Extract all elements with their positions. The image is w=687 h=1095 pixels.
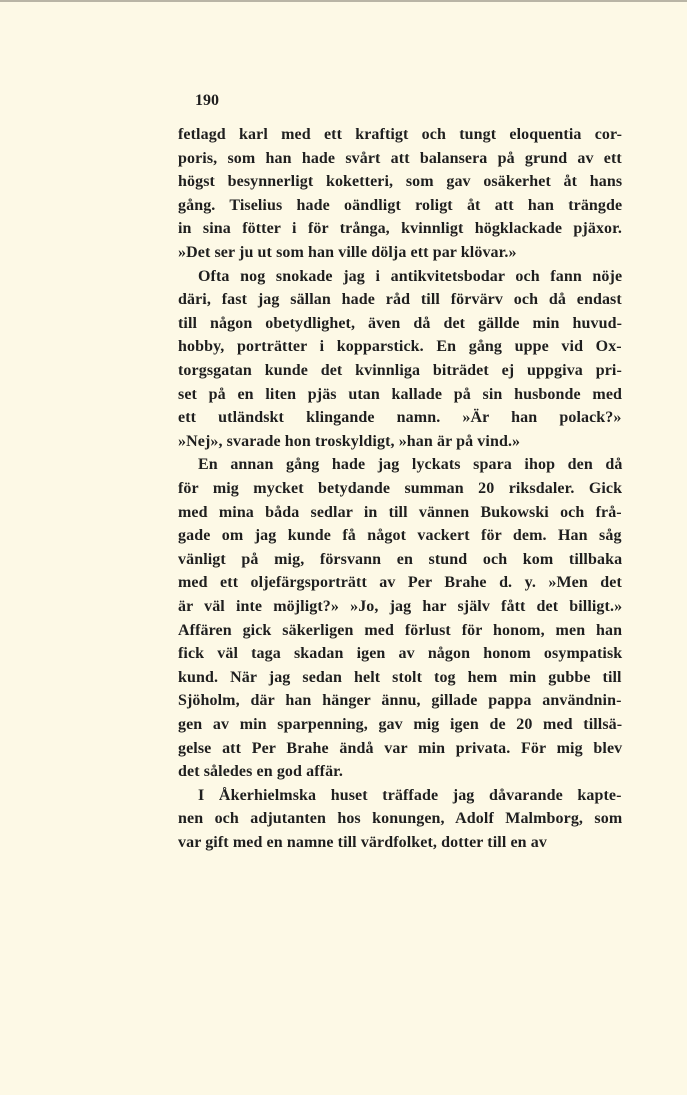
text-line: ett utländskt klingande namn. »Är han polack?»: [178, 409, 622, 427]
text-line: Ofta nog snokade jag i antikvitetsbodar och fann nöje: [198, 267, 623, 285]
text-line: det således en god affär.: [178, 763, 344, 781]
text-line: torgsgatan kunde det kvinnliga biträdet ej uppgiva pri-: [178, 362, 622, 379]
text-line: hobby, porträtter i kopparstick. En gång uppe vid Ox-: [178, 338, 622, 356]
text-line: »Det ser ju ut som han ville dölja ett par klövar.»: [178, 244, 517, 261]
text-line: fick väl taga skadan igen av någon honom osympatisk: [178, 645, 623, 663]
text-line: däri, fast jag sällan hade råd till förvärv och då endast: [178, 291, 622, 309]
text-line: var gift med en namne till värdfolket, dotter till en av: [178, 834, 547, 851]
text-line: nen och adjutanten hos konungen, Adolf Malmborg, som: [178, 810, 623, 828]
text-line: högst besynnerligt koketteri, som gav osäkerhet åt hans: [178, 173, 623, 191]
text-line: gelse att Per Brahe ändå var min privata. För mig blev: [178, 739, 623, 757]
text-line: set på en liten pjäs utan kallade på sin husbonde med: [178, 385, 623, 403]
text-line: gade om jag kunde få något vackert för dem. Han såg: [178, 527, 622, 545]
text-line: gen av min sparpenning, gav mig igen de 20 med tillsä-: [178, 716, 623, 733]
text-line: Sjöholm, där han hänger ännu, gillade pappa användnin-: [178, 692, 622, 710]
text-line: till någon obetydlighet, även då det gällde min huvud-: [178, 314, 623, 332]
text-line: »Nej», svarade hon troskyldigt, »han är på vind.»: [178, 432, 521, 450]
text-line: fetlagd karl med ett kraftigt och tungt eloquentia cor-: [178, 126, 623, 143]
text-line: med ett oljefärgsporträtt av Per Brahe d. y. »Men det: [178, 574, 622, 592]
text-line: I Åkerhielmska huset träffade jag dåvarande kapte-: [198, 786, 622, 804]
text-line: Affären gick säkerligen med förlust för honom, men han: [178, 621, 623, 639]
text-line: in sina fötter i för trånga, kvinnligt högklackade pjäxor.: [178, 220, 622, 238]
text-line: poris, som han hade svårt att balansera på grund av ett: [178, 149, 622, 167]
text-line: med mina båda sedlar in till vännen Bukowski och frå-: [178, 503, 622, 521]
text-line: kund. När jag sedan helt stolt tog hem min gubbe till: [178, 668, 622, 686]
text-line: gång. Tiselius hade oändligt roligt åt att han trängde: [178, 196, 623, 214]
text-line: är väl inte möjligt?» »Jo, jag har själv fått det billigt.»: [178, 598, 623, 615]
text-line: En annan gång hade jag lyckats spara ihop den då: [198, 456, 623, 474]
text-line: vänligt på mig, försvann en stund och kom tillbaka: [178, 550, 623, 568]
page-number: 190: [195, 92, 219, 109]
text-line: för mig mycket betydande summan 20 riksdaler. Gick: [178, 480, 623, 497]
